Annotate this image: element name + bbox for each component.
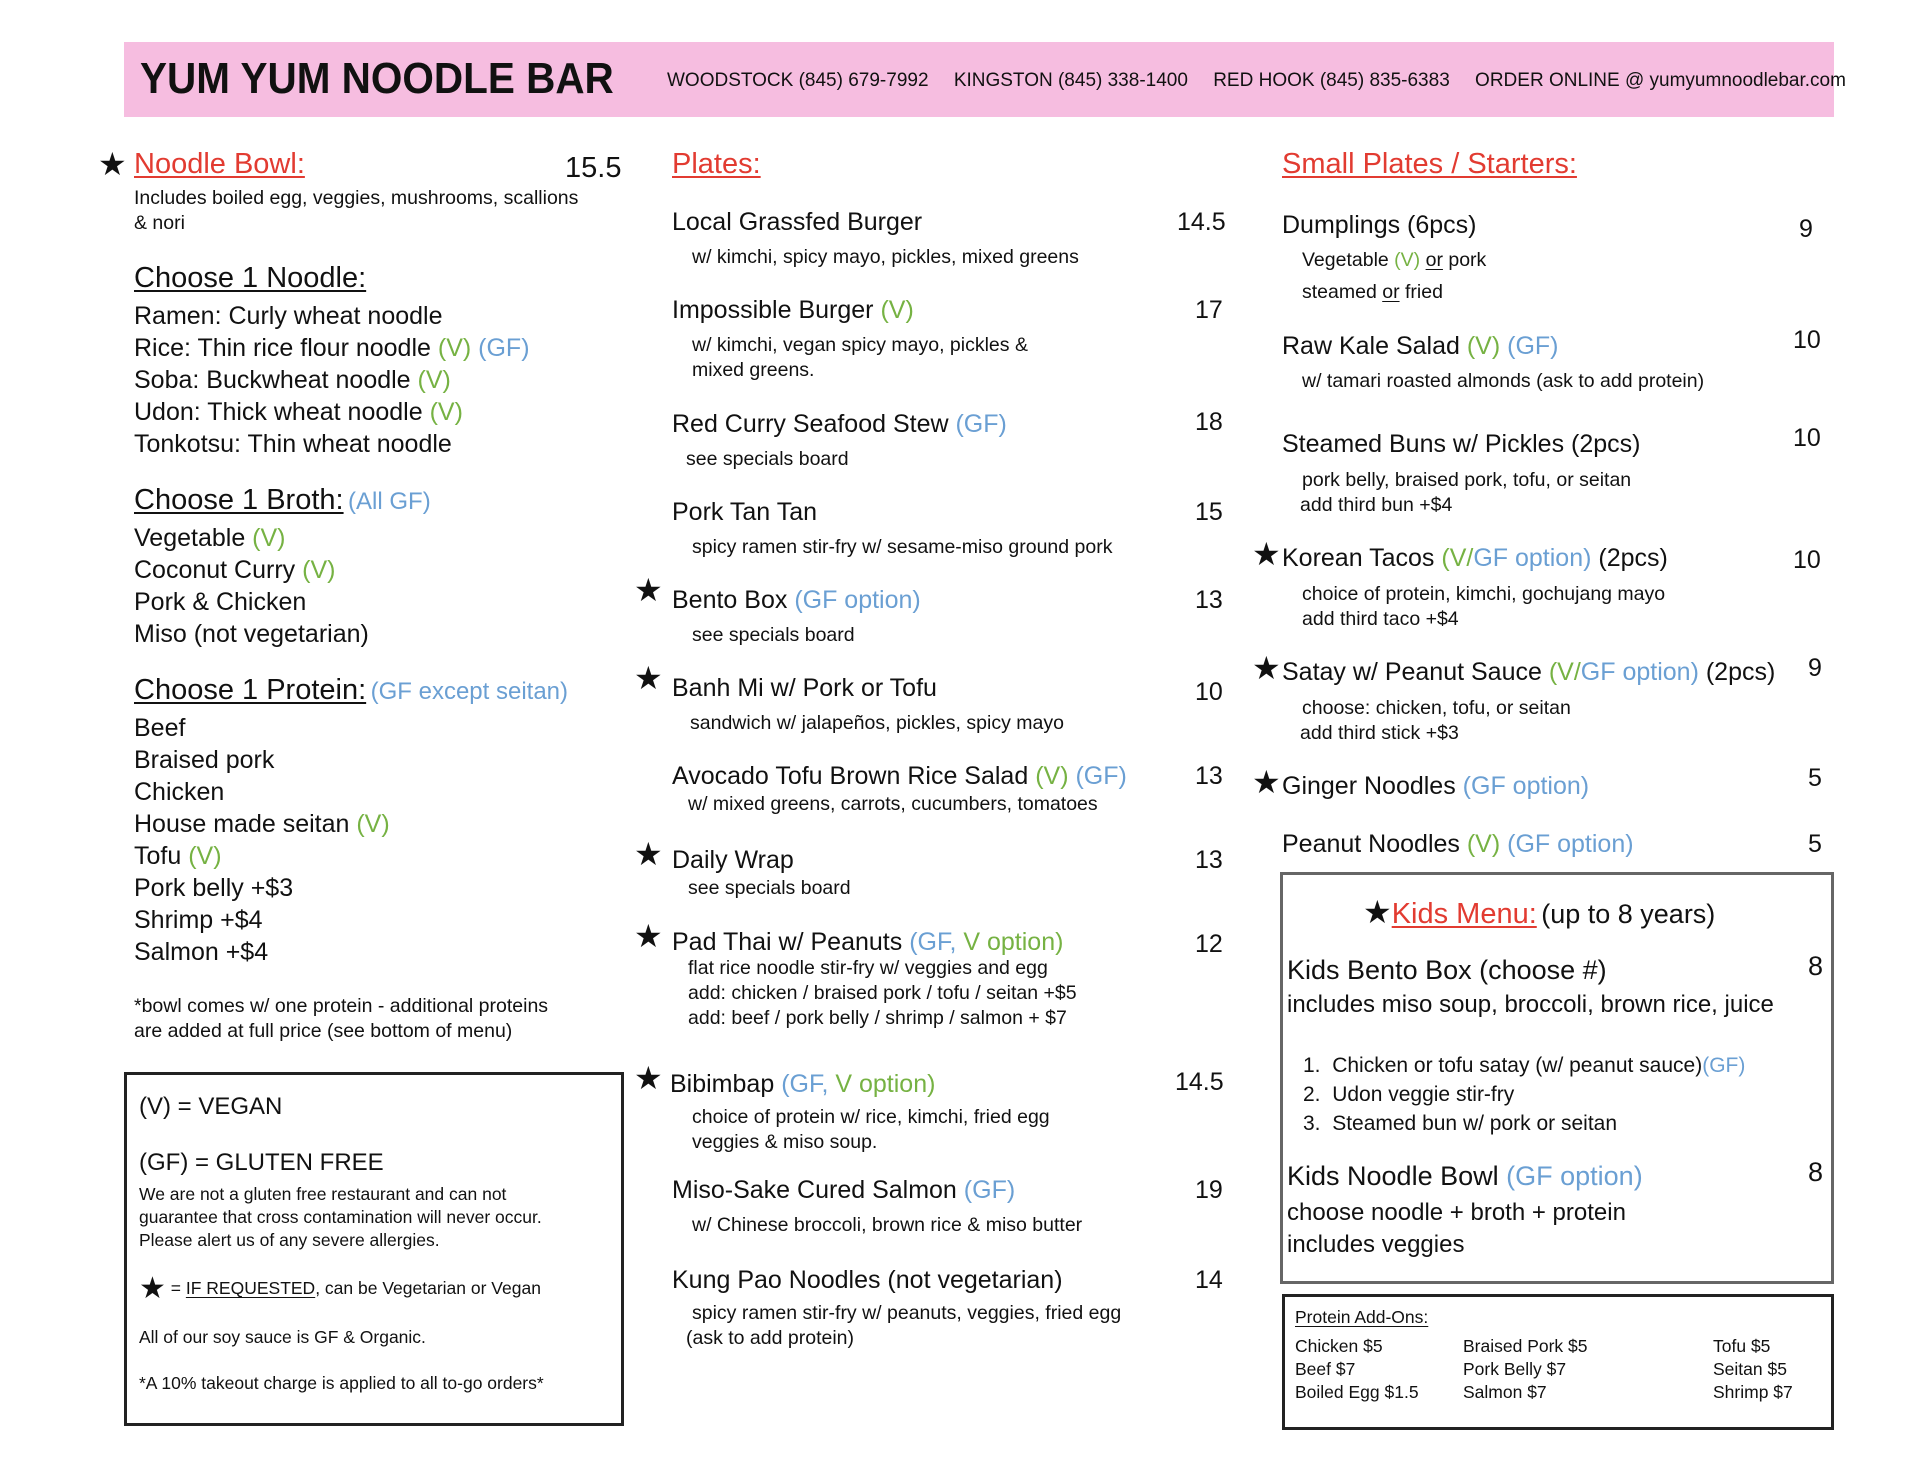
plate-desc: see specials board xyxy=(686,448,849,470)
addon-item: Boiled Egg $1.5 xyxy=(1295,1382,1419,1402)
noodle-bowl-desc-1: Includes boiled egg, veggies, mushrooms, scallions xyxy=(134,187,579,209)
plate-price: 17 xyxy=(1195,296,1223,324)
bowl-footnote-2: are added at full price (see bottom of menu) xyxy=(134,1020,513,1042)
addon-item: Pork Belly $7 xyxy=(1463,1359,1567,1379)
noodle-bowl-desc-2: & nori xyxy=(134,212,185,234)
star-icon: ★ xyxy=(634,836,663,872)
broth-option: Vegetable (V) xyxy=(134,524,286,552)
protein-option: Braised pork xyxy=(134,746,275,774)
plate-price: 13 xyxy=(1195,762,1223,790)
small-plate-price: 9 xyxy=(1799,215,1813,243)
plate-desc: sandwich w/ jalapeños, pickles, spicy mayo xyxy=(690,712,1064,734)
plate-item: Daily Wrap xyxy=(672,846,794,874)
small-plate-price: 5 xyxy=(1808,830,1822,858)
plate-desc: w/ kimchi, spicy mayo, pickles, mixed greens xyxy=(692,246,1079,268)
protein-addons-box xyxy=(1282,1294,1834,1430)
broth-option: Pork & Chicken xyxy=(134,588,307,616)
legend-soy-sauce: All of our soy sauce is GF & Organic. xyxy=(139,1327,426,1347)
plate-desc: mixed greens. xyxy=(692,359,815,381)
kids-menu-box xyxy=(1280,872,1834,1284)
addon-item: Tofu $5 xyxy=(1713,1336,1771,1356)
addon-item: Shrimp $7 xyxy=(1713,1382,1793,1402)
small-plate-item: Peanut Noodles (V) (GF option) xyxy=(1282,830,1634,858)
restaurant-name: YUM YUM NOODLE BAR xyxy=(140,54,614,103)
star-icon: ★ xyxy=(98,146,127,182)
legend-gluten-free: (GF) = GLUTEN FREE xyxy=(139,1149,384,1176)
small-plate-desc: add third taco +$4 xyxy=(1302,608,1459,630)
location-contacts xyxy=(667,70,1866,92)
plate-price: 18 xyxy=(1195,408,1223,436)
protein-option: Tofu (V) xyxy=(134,842,222,870)
small-plates-heading: Small Plates / Starters: xyxy=(1282,148,1577,180)
small-plate-price: 10 xyxy=(1793,326,1821,354)
plate-desc: add: beef / pork belly / shrimp / salmon + $7 xyxy=(688,1007,1067,1029)
small-plate-desc: w/ tamari roasted almonds (ask to add protein) xyxy=(1302,370,1705,392)
kids-option: 2. Udon veggie stir-fry xyxy=(1303,1083,1515,1106)
legend-star-note: ★ = IF REQUESTED, can be Vegetarian or Vegan xyxy=(139,1272,541,1305)
plate-desc: w/ mixed greens, carrots, cucumbers, tomatoes xyxy=(688,793,1098,815)
noodle-option: Tonkotsu: Thin wheat noodle xyxy=(134,430,452,458)
kids-bento-price: 8 xyxy=(1808,951,1824,981)
location-kingston: KINGSTON (845) 338-1400 xyxy=(953,70,1188,91)
small-plate-desc: steamed or fried xyxy=(1302,281,1443,303)
addons-col-2 xyxy=(1463,1335,1588,1404)
plate-price: 12 xyxy=(1195,930,1223,958)
addons-heading: Protein Add-Ons: xyxy=(1295,1307,1429,1327)
protein-option: Shrimp +$4 xyxy=(134,906,263,934)
protein-option: Salmon +$4 xyxy=(134,938,269,966)
small-plate-item: Satay w/ Peanut Sauce (V/GF option) (2pcs) xyxy=(1282,658,1776,686)
small-plate-price: 10 xyxy=(1793,546,1821,574)
addon-item: Beef $7 xyxy=(1295,1359,1356,1379)
legend-vegan: (V) = VEGAN xyxy=(139,1093,283,1120)
addons-col-3 xyxy=(1713,1335,1793,1404)
small-plate-price: 10 xyxy=(1793,424,1821,452)
small-plate-price: 5 xyxy=(1808,764,1822,792)
kids-option: 1. Chicken or tofu satay (w/ peanut sauce)(GF) xyxy=(1303,1054,1746,1077)
plate-desc: (ask to add protein) xyxy=(686,1327,855,1349)
plate-desc: w/ Chinese broccoli, brown rice & miso butter xyxy=(692,1214,1083,1236)
choose-protein-heading: Choose 1 Protein: (GF except seitan) xyxy=(134,674,569,706)
small-plate-desc: Vegetable (V) or pork xyxy=(1302,249,1487,271)
addon-item: Braised Pork $5 xyxy=(1463,1336,1588,1356)
noodle-bowl-heading: Noodle Bowl: xyxy=(134,148,305,180)
small-plate-item: Raw Kale Salad (V) (GF) xyxy=(1282,332,1559,360)
noodle-option: Udon: Thick wheat noodle (V) xyxy=(134,398,463,426)
plate-desc: add: chicken / braised pork / tofu / seitan +$5 xyxy=(688,982,1077,1004)
plate-item: Bibimbap (GF, V option) xyxy=(670,1070,936,1098)
star-icon: ★ xyxy=(1252,650,1281,686)
plate-item: Impossible Burger (V) xyxy=(672,296,914,324)
addons-col-1 xyxy=(1295,1335,1419,1404)
addon-item: Salmon $7 xyxy=(1463,1382,1547,1402)
star-icon: ★ xyxy=(1252,764,1281,800)
plate-desc: choice of protein w/ rice, kimchi, fried egg xyxy=(692,1106,1050,1128)
noodle-option: Ramen: Curly wheat noodle xyxy=(134,302,443,330)
plate-price: 13 xyxy=(1195,846,1223,874)
star-icon: ★ xyxy=(634,918,663,954)
plate-price: 14.5 xyxy=(1175,1068,1224,1096)
header-banner xyxy=(124,42,1846,117)
protein-option: Beef xyxy=(134,714,186,742)
kids-bento-desc: includes miso soup, broccoli, brown rice, juice xyxy=(1287,991,1774,1018)
location-woodstock: WOODSTOCK (845) 679-7992 xyxy=(667,70,929,91)
star-icon: ★ xyxy=(1252,536,1281,572)
order-online-link[interactable]: ORDER ONLINE @ yumyumnoodlebar.com xyxy=(1475,70,1846,91)
location-red-hook: RED HOOK (845) 835-6383 xyxy=(1213,70,1450,91)
star-icon: ★ xyxy=(634,660,663,696)
small-plate-item: Dumplings (6pcs) xyxy=(1282,211,1477,239)
kids-noodle-price: 8 xyxy=(1808,1157,1824,1187)
choose-noodle-heading: Choose 1 Noodle: xyxy=(134,262,367,294)
plate-price: 10 xyxy=(1195,678,1223,706)
plate-item: Banh Mi w/ Pork or Tofu xyxy=(672,674,937,702)
noodle-option: Rice: Thin rice flour noodle (V) (GF) xyxy=(134,334,530,362)
addon-item: Chicken $5 xyxy=(1295,1336,1383,1356)
plate-price: 14.5 xyxy=(1177,208,1226,236)
bowl-footnote-1: *bowl comes w/ one protein - additional proteins xyxy=(134,995,549,1017)
plate-desc: spicy ramen stir-fry w/ peanuts, veggies, fried egg xyxy=(692,1302,1122,1324)
plate-item: Avocado Tofu Brown Rice Salad (V) (GF) xyxy=(672,762,1127,790)
plate-desc: veggies & miso soup. xyxy=(692,1131,878,1153)
plate-desc: spicy ramen stir-fry w/ sesame-miso ground pork xyxy=(692,536,1113,558)
kids-noodle-desc-1: choose noodle + broth + protein xyxy=(1287,1199,1626,1226)
kids-noodle-desc-2: includes veggies xyxy=(1287,1231,1465,1258)
small-plate-item: Steamed Buns w/ Pickles (2pcs) xyxy=(1282,430,1641,458)
plate-desc: see specials board xyxy=(688,877,851,899)
small-plate-item: Ginger Noodles (GF option) xyxy=(1282,772,1590,800)
plate-desc: see specials board xyxy=(692,624,855,646)
star-icon: ★ xyxy=(634,1060,663,1096)
plate-desc: w/ kimchi, vegan spicy mayo, pickles & xyxy=(692,334,1028,356)
star-icon: ★ xyxy=(139,1272,166,1305)
kids-option: 3. Steamed bun w/ pork or seitan xyxy=(1303,1112,1618,1135)
kids-menu-heading: ★Kids Menu: (up to 8 years) xyxy=(1363,894,1716,930)
addon-item: Seitan $5 xyxy=(1713,1359,1787,1379)
plates-heading: Plates: xyxy=(672,148,761,180)
noodle-option: Soba: Buckwheat noodle (V) xyxy=(134,366,451,394)
plate-price: 13 xyxy=(1195,586,1223,614)
legend-box xyxy=(124,1072,624,1426)
plate-item: Local Grassfed Burger xyxy=(672,208,923,236)
plate-price: 14 xyxy=(1195,1266,1223,1294)
choose-broth-heading: Choose 1 Broth: (All GF) xyxy=(134,484,431,516)
small-plate-desc: add third bun +$4 xyxy=(1300,494,1453,516)
broth-option: Miso (not vegetarian) xyxy=(134,620,369,648)
star-icon: ★ xyxy=(1363,894,1392,930)
small-plate-desc: choice of protein, kimchi, gochujang mayo xyxy=(1302,583,1666,605)
plate-price: 19 xyxy=(1195,1176,1223,1204)
protein-option: Pork belly +$3 xyxy=(134,874,294,902)
plate-item: Pork Tan Tan xyxy=(672,498,818,526)
small-plate-item: Korean Tacos (V/GF option) (2pcs) xyxy=(1282,544,1668,572)
kids-bento-options xyxy=(1303,1051,1745,1138)
broth-option: Coconut Curry (V) xyxy=(134,556,336,584)
plate-price: 15 xyxy=(1195,498,1223,526)
star-icon: ★ xyxy=(634,572,663,608)
plate-item: Kung Pao Noodles (not vegetarian) xyxy=(672,1266,1063,1294)
protein-option: House made seitan (V) xyxy=(134,810,390,838)
legend-gf-disclaimer: We are not a gluten free restaurant and can not guarantee that cross contamination will never occur. Please alert us of any severe allergies. xyxy=(139,1184,542,1250)
kids-bento-name: Kids Bento Box (choose #) xyxy=(1287,955,1607,985)
noodle-bowl-price: 15.5 xyxy=(565,152,622,184)
plate-item: Miso-Sake Cured Salmon (GF) xyxy=(672,1176,1016,1204)
legend-takeout-charge: *A 10% takeout charge is applied to all to-go orders* xyxy=(139,1373,544,1393)
small-plate-desc: choose: chicken, tofu, or seitan xyxy=(1302,697,1571,719)
small-plate-price: 9 xyxy=(1808,654,1822,682)
kids-noodle-name: Kids Noodle Bowl (GF option) xyxy=(1287,1161,1643,1191)
small-plate-desc: add third stick +$3 xyxy=(1300,722,1459,744)
plate-item: Red Curry Seafood Stew (GF) xyxy=(672,410,1007,438)
plate-item: Pad Thai w/ Peanuts (GF, V option) xyxy=(672,928,1064,956)
plate-item: Bento Box (GF option) xyxy=(672,586,921,614)
small-plate-desc: pork belly, braised pork, tofu, or seitan xyxy=(1302,469,1632,491)
plate-desc: flat rice noodle stir-fry w/ veggies and egg xyxy=(688,957,1048,979)
protein-option: Chicken xyxy=(134,778,225,806)
